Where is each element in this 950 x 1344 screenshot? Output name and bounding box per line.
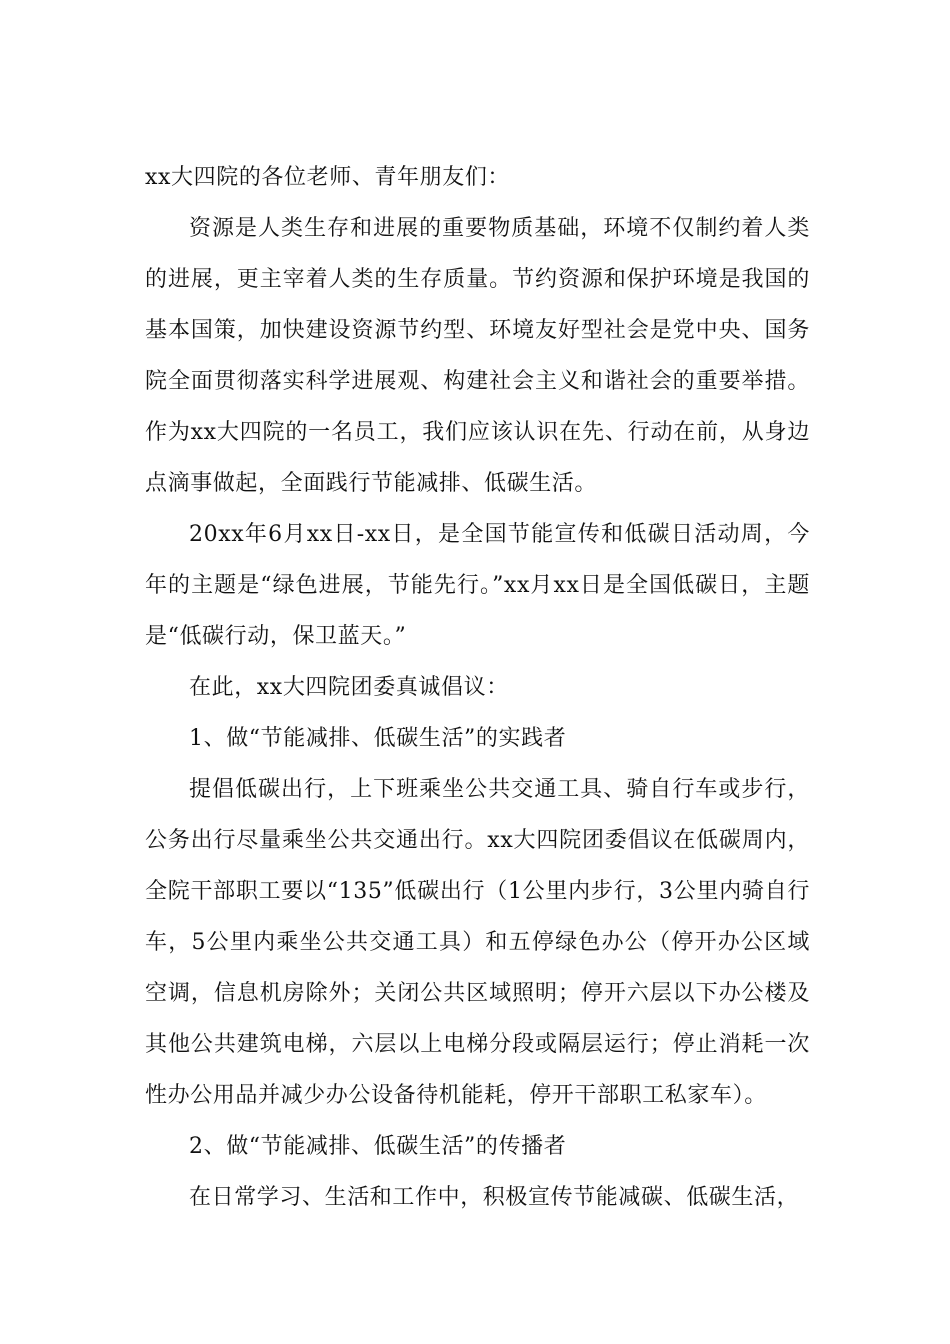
paragraph-low-carbon-travel: 提倡低碳出行，上下班乘坐公共交通工具、骑自行车或步行，公务出行尽量乘坐公共交通出行。xx大四院团委倡议在低碳周内，全院干部职工要以“135”低碳出行（1公里内步行，3公里内骑自行车，5公里内乘坐公共交通工具）和五停绿色办公（停开办公区域空调，信息机房除外；关闭公共区域照明；停开六层以下办公楼及其他公共建筑电梯，六层以上电梯分段或隔层运行；停止消耗一次性办公用品并减少办公设备待机能耗，停开干部职工私家车）。 bbox=[145, 777, 810, 1108]
paragraph-proposal-intro: 在此，xx大四院团委真诚倡议： bbox=[189, 675, 509, 700]
document-body bbox=[145, 152, 810, 1223]
paragraph-resources: 资源是人类生存和进展的重要物质基础，环境不仅制约着人类的进展，更主宰着人类的生存质量。节约资源和保护环境是我国的基本国策，加快建设资源节约型、环境友好型社会是党中央、国务院全面贯彻落实科学进展观、构建社会主义和谐社会的重要举措。作为xx大四院的一名员工，我们应该认识在先、行动在前，从身边点滴事做起，全面践行节能减排、低碳生活。 bbox=[145, 216, 810, 496]
heading-practitioner: 1、做“节能减排、低碳生活”的实践者 bbox=[189, 726, 567, 751]
salutation: xx大四院的各位老师、青年朋友们： bbox=[145, 165, 511, 190]
heading-communicator: 2、做“节能减排、低碳生活”的传播者 bbox=[189, 1134, 567, 1159]
paragraph-daily-promotion: 在日常学习、生活和工作中，积极宣传节能减碳、低碳生活， bbox=[189, 1185, 800, 1210]
paragraph-energy-week: 20xx年6月xx日-xx日，是全国节能宣传和低碳日活动周，今年的主题是“绿色进展，节能先行。”xx月xx日是全国低碳日，主题是“低碳行动，保卫蓝天。” bbox=[145, 522, 810, 649]
